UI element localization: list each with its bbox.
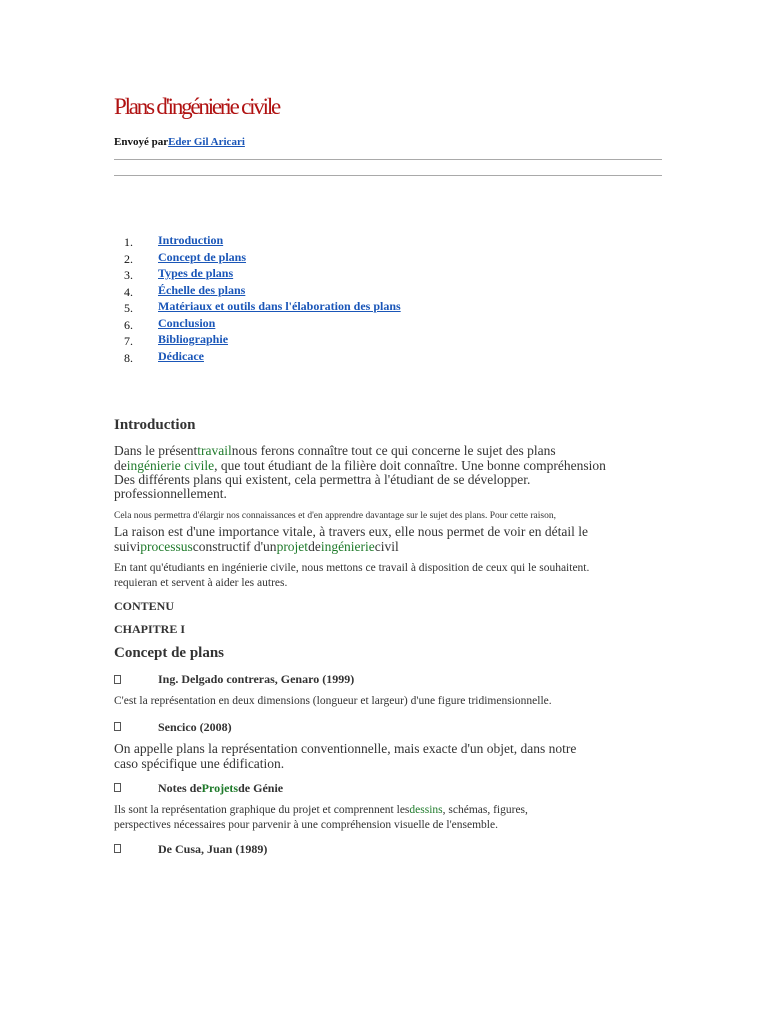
toc-link-echelle[interactable]: Échelle des plans (158, 282, 246, 297)
toc-number: 3. (124, 268, 133, 282)
inline-link[interactable]: ingénierie (320, 539, 375, 554)
bullet-box-icon (114, 722, 121, 731)
document-title: Plans d'ingénierie civile (114, 94, 280, 119)
divider (114, 159, 662, 160)
contenu-label: CONTENU (114, 599, 175, 613)
bullet-box-icon (114, 844, 121, 853)
section-heading-concept: Concept de plans (114, 645, 225, 661)
toc-number: 8. (124, 350, 133, 365)
reference-author: Ing. Delgado contreras, Genaro (1999) (158, 672, 355, 686)
paragraph-line: En tant qu'étudiants en ingénierie civile, nous mettons ce travail à disposition de ceux qui le souhaitent. (114, 562, 590, 574)
chapitre-label: CHAPITRE I (114, 622, 186, 636)
toc-link-bibliographie[interactable]: Bibliographie (158, 332, 229, 346)
paragraph-line: La raison est d'une importance vitale, à travers eux, elle nous permet de voir en détail le (114, 524, 589, 539)
paragraph-line: deingénierie civile, que tout étudiant de la filière doit connaître. Une bonne compréhension (114, 458, 606, 473)
toc-number: 4. (124, 284, 133, 299)
paragraph-line: suiviprocessusconstructif d'unprojetdeingénieriecivil (114, 539, 399, 554)
inline-link[interactable]: processus (140, 539, 193, 554)
toc-link-conclusion[interactable]: Conclusion (158, 315, 216, 330)
reference-author: Sencico (2008) (158, 720, 232, 734)
paragraph-line: requieran et servent à aider les autres. (114, 577, 288, 589)
toc-number: 1. (124, 235, 133, 249)
toc-link-introduction[interactable]: Introduction (158, 233, 224, 247)
reference-text: C'est la représentation en deux dimensions (longueur et largeur) d'une figure tridimensionnelle. (114, 695, 552, 707)
inline-link[interactable]: dessins (409, 804, 443, 816)
paragraph-line: professionnellement. (114, 486, 227, 501)
byline (114, 136, 245, 148)
toc-link-dedicace[interactable]: Dédicace (158, 348, 204, 363)
inline-link[interactable]: Projets (201, 781, 239, 795)
inline-link[interactable]: travail (197, 443, 232, 458)
paragraph-small: Cela nous permettra d'élargir nos connaissances et d'en apprendre davantage sur le sujet des plans. Pour cette raison, (114, 511, 556, 521)
author-link[interactable]: Eder Gil Aricari (168, 136, 245, 148)
sent-by-label: Envoyé par (114, 136, 169, 148)
bullet-box-icon (114, 783, 121, 792)
reference-text: caso spécifique une édification. (114, 756, 285, 771)
paragraph-line: Dans le présenttravailnous ferons connaître tout ce qui concerne le sujet des plans (114, 443, 556, 458)
toc-link-materiaux[interactable]: Matériaux et outils dans l'élaboration des plans (158, 299, 401, 313)
divider (114, 175, 662, 176)
reference-text: perspectives nécessaires pour parvenir à une compréhension visuelle de l'ensemble. (114, 819, 498, 831)
toc-link-types[interactable]: Types de plans (158, 266, 234, 280)
reference-author: De Cusa, Juan (1989) (158, 842, 268, 856)
toc-number: 2. (124, 251, 133, 266)
reference-text: On appelle plans la représentation conventionnelle, mais exacte d'un objet, dans notre (114, 741, 577, 756)
reference-text: Ils sont la représentation graphique du projet et comprennent lesdessins, schémas, figures, (114, 804, 528, 816)
bullet-box-icon (114, 675, 121, 684)
toc-number: 6. (124, 317, 133, 332)
toc-link-concept[interactable]: Concept de plans (158, 249, 247, 264)
toc-number: 5. (124, 301, 133, 315)
reference-author: Notes deProjetsde Génie (158, 781, 284, 795)
inline-link[interactable]: projet (276, 539, 309, 554)
paragraph-line: Des différents plans qui existent, cela permettra à l'étudiant de se développer. (114, 472, 531, 487)
section-heading-introduction: Introduction (114, 417, 196, 433)
inline-link[interactable]: ingénierie civile (126, 458, 215, 473)
toc-number: 7. (124, 334, 133, 348)
